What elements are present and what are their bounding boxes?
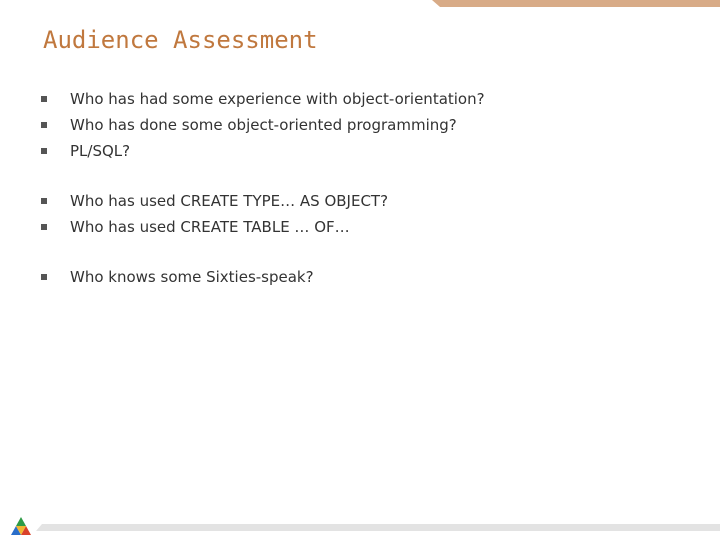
bullet-item	[40, 214, 680, 240]
bullet-text: PL/SQL?	[70, 142, 131, 160]
bullet-item	[40, 138, 680, 164]
bullet-item	[40, 112, 680, 138]
bullet-item	[40, 188, 680, 214]
footer-bar	[36, 524, 720, 531]
square-bullet-icon	[41, 122, 47, 128]
logo-green-segment	[16, 517, 26, 526]
square-bullet-icon	[41, 96, 47, 102]
square-bullet-icon	[41, 274, 47, 280]
bullet-item	[40, 264, 680, 290]
bullet-text: Who knows some Sixties-speak?	[70, 268, 314, 286]
slide-title: Audience Assessment	[43, 26, 318, 54]
bullet-text: Who has used CREATE TABLE … OF…	[70, 218, 350, 236]
bullet-text: Who has done some object-oriented programming?	[70, 116, 457, 134]
square-bullet-icon	[41, 198, 47, 204]
bullet-text: Who has had some experience with object-orientation?	[70, 90, 485, 108]
bullet-list	[40, 86, 680, 290]
top-accent-bar	[440, 0, 720, 7]
square-bullet-icon	[41, 224, 47, 230]
bullet-item	[40, 86, 680, 112]
square-bullet-icon	[41, 148, 47, 154]
triangle-logo-icon	[9, 516, 33, 536]
bullet-text: Who has used CREATE TYPE… AS OBJECT?	[70, 192, 389, 210]
